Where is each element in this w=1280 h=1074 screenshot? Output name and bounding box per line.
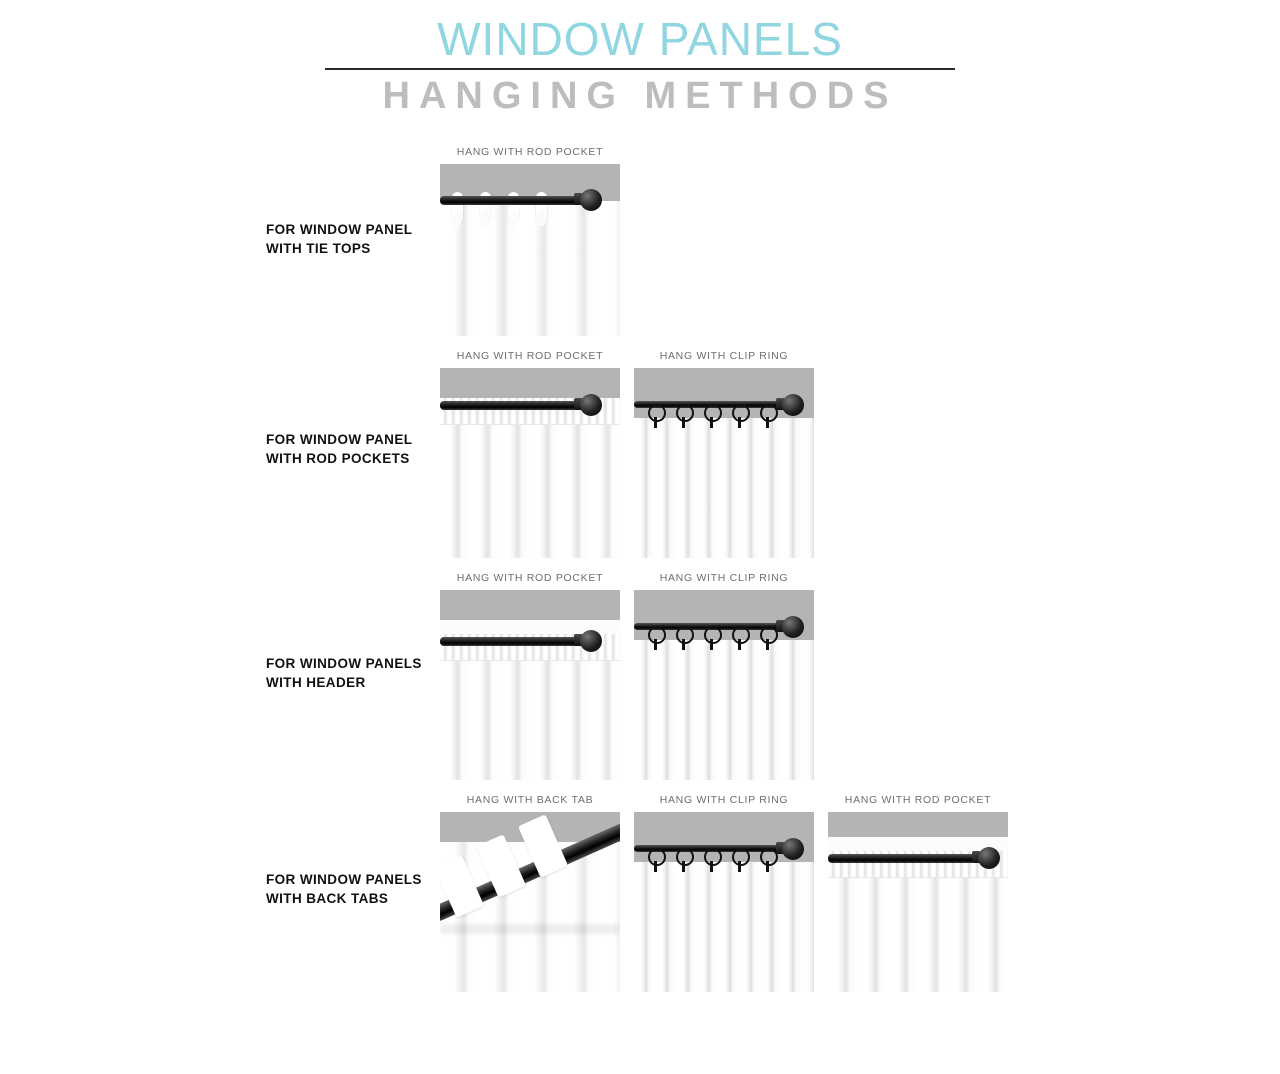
clip-ring [732, 404, 750, 422]
card-tie-top-rod-pocket [440, 146, 620, 336]
curtain-rod [440, 401, 580, 410]
fabric-folds [634, 862, 814, 992]
clip-ring [676, 848, 694, 866]
card-rod-pocket [828, 794, 1008, 992]
curtain-rod [828, 854, 978, 863]
curtain-fabric [634, 862, 814, 992]
ring-clip [654, 417, 657, 428]
illustration-rod-pocket [828, 812, 1008, 992]
page-title: WINDOW PANELS [437, 13, 843, 65]
clip-ring [648, 404, 666, 422]
fabric-folds [440, 201, 620, 336]
fabric-folds [634, 640, 814, 780]
card-caption: HANG WITH ROD POCKET [456, 571, 604, 584]
curtain-rod [440, 196, 580, 205]
ring-clip [738, 861, 741, 872]
row-label-rod-pockets: FOR WINDOW PANEL WITH ROD POCKETS [266, 431, 413, 467]
page-header [0, 0, 1280, 118]
card-caption: HANG WITH ROD POCKET [456, 145, 604, 158]
ring-clip [682, 417, 685, 428]
rod-finial [782, 838, 804, 860]
illustration-tie-top [440, 164, 620, 336]
card-clip-ring [634, 794, 814, 992]
row-cards-header [440, 572, 814, 780]
fabric-shadow [440, 924, 620, 934]
rod-finial [782, 394, 804, 416]
rod-finial [580, 394, 602, 416]
rod-finial [580, 189, 602, 211]
page-subtitle: HANGING METHODS [382, 75, 898, 117]
ring-clip [654, 861, 657, 872]
card-caption: HANG WITH CLIP RING [659, 349, 789, 362]
illustration-clip-ring [634, 812, 814, 992]
card-caption: HANG WITH BACK TAB [466, 793, 594, 806]
illustration-rod-pocket [440, 368, 620, 558]
illustration-clip-ring [634, 590, 814, 780]
card-caption: HANG WITH ROD POCKET [456, 349, 604, 362]
row-header [0, 572, 1280, 780]
card-rod-pocket-header [440, 572, 620, 780]
ring-clip [710, 861, 713, 872]
illustration-clip-ring [634, 368, 814, 558]
rod-finial [580, 630, 602, 652]
ring-clip [654, 639, 657, 650]
clip-ring [648, 626, 666, 644]
rod-finial [978, 847, 1000, 869]
title-divider [325, 68, 955, 70]
curtain-fabric [634, 640, 814, 780]
row-label-header: FOR WINDOW PANELS WITH HEADER [266, 655, 422, 691]
clip-ring [676, 404, 694, 422]
row-tie-tops [0, 146, 1280, 336]
clip-ring [704, 626, 722, 644]
card-caption: HANG WITH CLIP RING [659, 571, 789, 584]
ring-clip [766, 861, 769, 872]
row-cards-rod-pockets [440, 350, 814, 558]
fabric-folds [634, 418, 814, 558]
ring-clip [738, 639, 741, 650]
ring-clip [710, 417, 713, 428]
ring-clip [682, 861, 685, 872]
card-clip-ring [634, 350, 814, 558]
row-cards-back-tabs [440, 794, 1008, 992]
ring-clip [738, 417, 741, 428]
card-caption: HANG WITH ROD POCKET [844, 793, 992, 806]
ring-clip [710, 639, 713, 650]
card-caption: HANG WITH CLIP RING [659, 793, 789, 806]
illustration-rod-pocket-header [440, 590, 620, 780]
row-rod-pockets [0, 350, 1280, 558]
ring-clip [766, 417, 769, 428]
clip-ring [732, 626, 750, 644]
curtain-fabric [440, 201, 620, 336]
clip-ring [704, 848, 722, 866]
clip-ring [732, 848, 750, 866]
card-clip-ring [634, 572, 814, 780]
card-rod-pocket [440, 350, 620, 558]
clip-ring [648, 848, 666, 866]
clip-ring [704, 404, 722, 422]
row-cards-tie-tops [440, 146, 620, 336]
card-back-tab [440, 794, 620, 992]
ring-clip [682, 639, 685, 650]
hanging-methods-rows [0, 146, 1280, 992]
curtain-fabric [440, 398, 620, 558]
curtain-fabric [634, 418, 814, 558]
row-label-tie-tops: FOR WINDOW PANEL WITH TIE TOPS [266, 221, 413, 257]
curtain-rod [440, 637, 580, 646]
row-label-back-tabs: FOR WINDOW PANELS WITH BACK TABS [266, 871, 422, 907]
illustration-back-tab [440, 812, 620, 992]
clip-ring [676, 626, 694, 644]
ring-clip [766, 639, 769, 650]
row-back-tabs [0, 794, 1280, 992]
rod-finial [782, 616, 804, 638]
